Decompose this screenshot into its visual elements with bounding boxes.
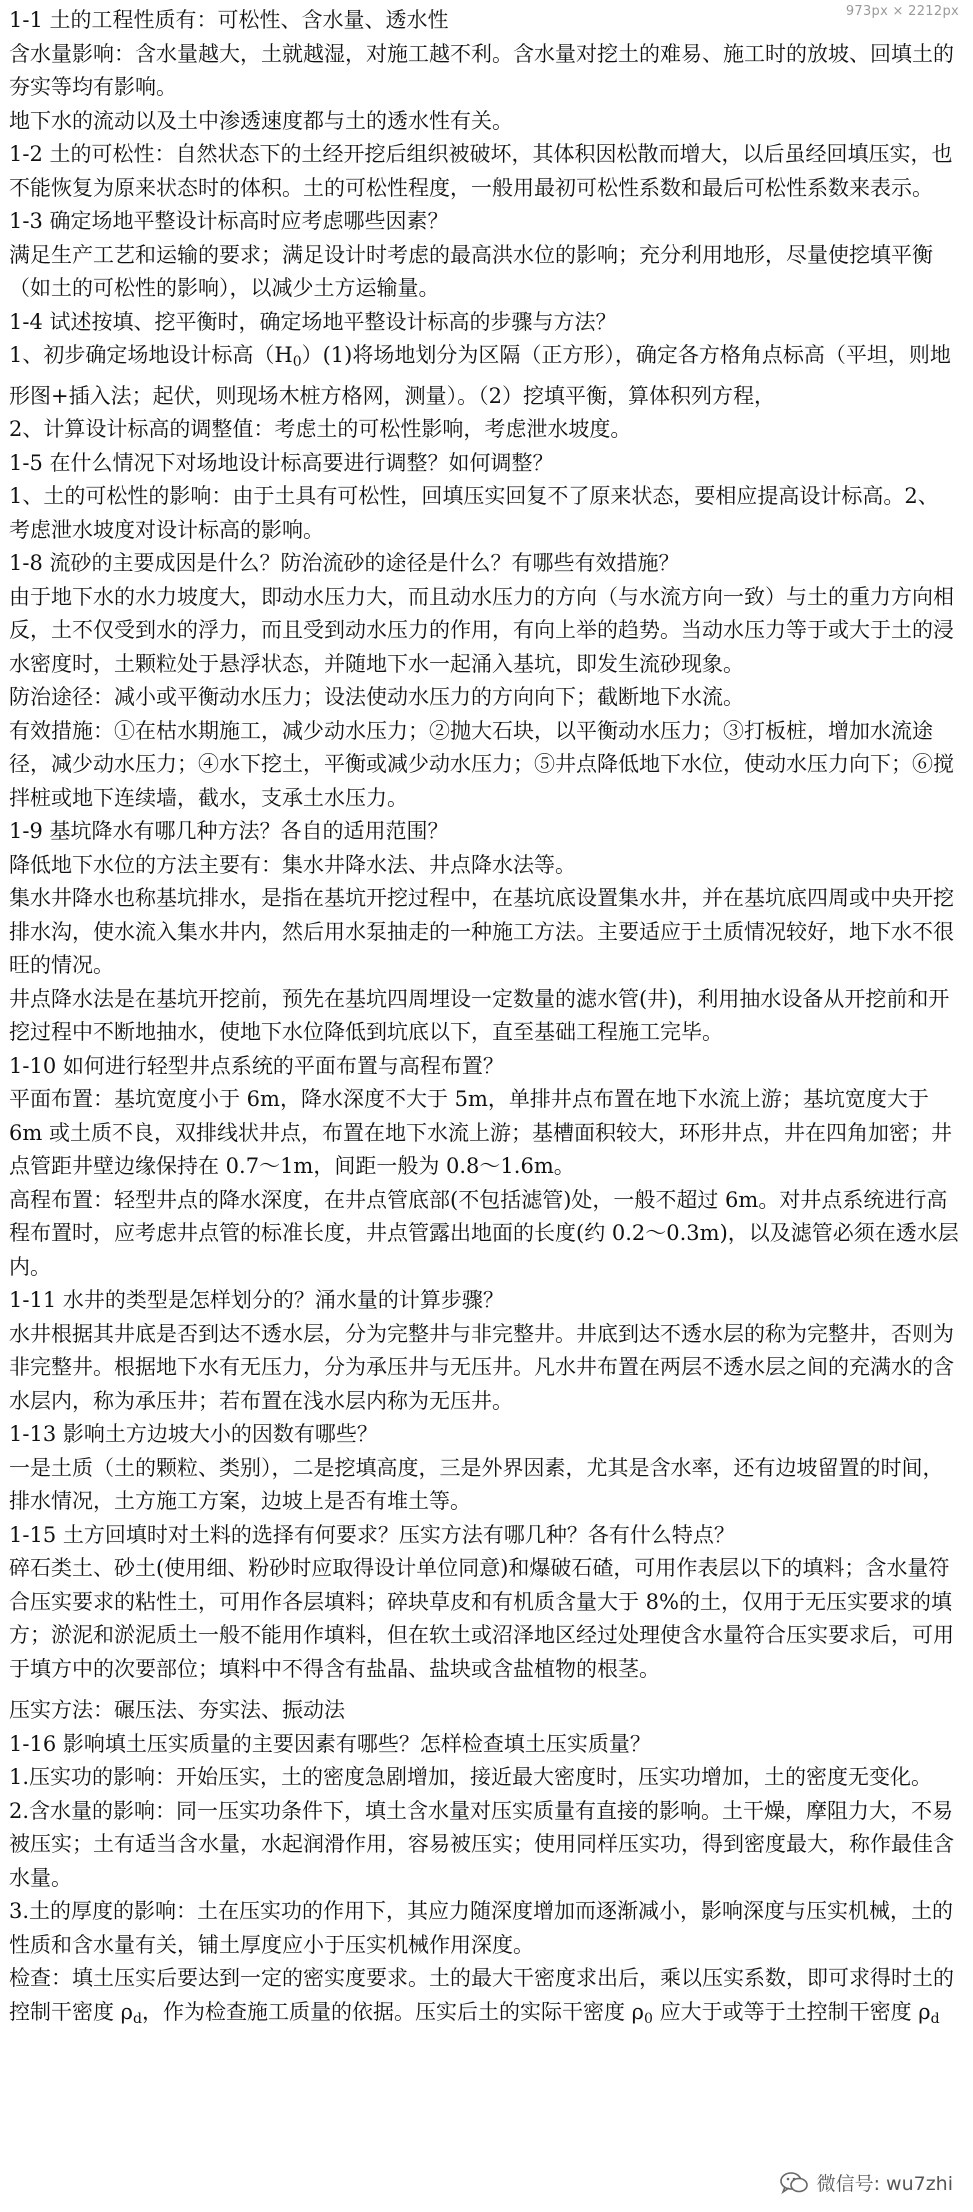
watermark-text: 微信号: wu7zhi — [816, 2173, 953, 2195]
paragraph: 由于地下水的水力坡度大，即动水压力大，而且动水压力的方向（与水流方向一致）与土的重力方向相反，土不仅受到水的浮力，而且受到动水压力的作用，有向上举的趋势。当动水压力等于或大于土的浸水密度时，土颗粒处于悬浮状态，并随地下水一起涌入基坑，即发生流砂现象。 — [9, 584, 954, 676]
paragraph: 一是土质（土的颗粒、类别），二是挖填高度，三是外界因素，尤其是含水率，还有边坡留置的时间，排水情况，土方施工方案，边坡上是否有堆土等。 — [9, 1455, 944, 1513]
paragraph: 压实方法：碾压法、夯实法、振动法 — [9, 1698, 345, 1722]
spacer — [9, 1686, 959, 1694]
paragraph — [9, 1962, 959, 2036]
wechat-icon — [779, 2171, 809, 2195]
subscript: 0 — [644, 2010, 653, 2027]
document-body — [9, 4, 959, 2036]
paragraph: 井点降水法是在基坑开挖前，预先在基坑四周埋设一定数量的滤水管(井)，利用抽水设备从开挖前和开挖过程中不断地抽水，使地下水位降低到坑底以下，直至基础工程施工完毕。 — [9, 986, 950, 1044]
question-1-4: 1-4 试述按填、挖平衡时，确定场地平整设计标高的步骤与方法？ — [9, 309, 617, 334]
paragraph: 有效措施：①在枯水期施工，减少动水压力；②抛大石块，以平衡动水压力；③打板桩，增加水流途径，减少动水压力；④水下挖土，平衡或减少动水压力；⑤井点降低地下水位，使动水压力向下；⑥搅拌桩或地下连续墙，截水，支承土水压力。 — [9, 718, 954, 810]
subscript: 0 — [292, 354, 302, 370]
question-1-16: 1-16 影响填土压实质量的主要因素有哪些？怎样检查填土压实质量？ — [9, 1731, 651, 1756]
paragraph: 2、计算设计标高的调整值：考虑土的可松性影响，考虑泄水坡度。 — [9, 417, 632, 441]
text-run: 1、初步确定场地设计标高（H — [9, 343, 293, 367]
question-1-8: 1-8 流砂的主要成因是什么？防治流砂的途径是什么？有哪些有效措施？ — [9, 551, 680, 575]
paragraph: 集水井降水也称基坑排水，是指在基坑开挖过程中，在基坑底设置集水井，并在基坑底四周或中央开挖排水沟，使水流入集水井内，然后用水泵抽走的一种施工方法。主要适应于土质情况较好，地下水不很旺的情况。 — [9, 886, 954, 977]
paragraph: 含水量影响：含水量越大，土就越湿，对施工越不利。含水量对挖土的难易、施工时的放坡、回填土的夯实等均有影响。 — [9, 41, 954, 99]
paragraph: 1、土的可松性的影响：由于土具有可松性，回填压实回复不了原来状态，要相应提高设计标高。2、考虑泄水坡度对设计标高的影响。 — [9, 484, 939, 542]
paragraph: 1.压实功的影响：开始压实，土的密度急剧增加，接近最大密度时，压实功增加，土的密度无变化。 — [9, 1765, 933, 1789]
question-1-15: 1-15 土方回填时对土料的选择有何要求？压实方法有哪几种？各有什么特点？ — [9, 1522, 735, 1547]
watermark — [779, 2169, 953, 2196]
paragraph: 地下水的流动以及土中渗透速度都与土的透水性有关。 — [9, 108, 513, 133]
paragraph: 平面布置：基坑宽度小于 6m，降水深度不大于 5m，单排井点布置在地下水流上游；基坑宽度大于 6m 或土质不良，双排线状井点，布置在地下水流上游；基槽面积较大，环形井点，井在四角加密；井点管距井壁边缘保持在 0.7～1m，间距一般为 0.8～1.6m。 — [9, 1087, 952, 1178]
paragraph — [9, 339, 959, 413]
paragraph: 降低地下水位的方法主要有：集水井降水法、井点降水法等。 — [9, 852, 576, 877]
paragraph: 2.含水量的影响：同一压实功条件下，填土含水量对压实质量有直接的影响。土干燥，摩阻力大，不易被压实；土有适当含水量，水起润滑作用，容易被压实；使用同样压实功，得到密度最大，称作最佳含水量。 — [9, 1798, 954, 1890]
text-run: 应大于或等于土控制干密度 ρ — [652, 1999, 931, 2024]
subscript: d — [930, 2010, 940, 2027]
subscript: d — [133, 2010, 142, 2027]
paragraph: 水井根据其井底是否到达不透水层，分为完整井与非完整井。井底到达不透水层的称为完整井，否则为非完整井。根据地下水有无压力，分为承压井与无压井。凡水井布置在两层不透水层之间的充满水的含水层内，称为承压井；若布置在浅水层内称为无压井。 — [9, 1321, 954, 1413]
question-1-1: 1-1 土的工程性质有：可松性、含水量、透水性 — [9, 8, 449, 32]
text-run: ，作为检查施工质量的依据。压实后土的实际干密度 ρ — [142, 1999, 645, 2024]
image-size-label: 973px × 2212px — [845, 4, 959, 19]
paragraph: 满足生产工艺和运输的要求；满足设计时考虑的最高洪水位的影响；充分利用地形，尽量使挖填平衡（如土的可松性的影响），以减少土方运输量。 — [9, 242, 933, 300]
paragraph: 高程布置：轻型井点的降水深度，在井点管底部(不包括滤管)处，一般不超过 6m。对井点系统进行高程布置时，应考虑井点管的标准长度，井点管露出地面的长度(约 0.2～0.3m)，以及滤管必须在透水层内。 — [9, 1187, 959, 1279]
question-1-13: 1-13 影响土方边坡大小的因数有哪些？ — [9, 1422, 378, 1446]
paragraph: 防治途径：减小或平衡动水压力；设法使动水压力的方向向下；截断地下水流。 — [9, 685, 744, 709]
question-1-3: 1-3 确定场地平整设计标高时应考虑哪些因素？ — [9, 209, 449, 233]
question-1-2: 1-2 土的可松性：自然状态下的土经开挖后组织被破坏，其体积因松散而增大，以后虽经回填压实，也不能恢复为原来状态时的体积。土的可松性程度，一般用最初可松性系数和最后可松性系数来表示。 — [9, 142, 953, 200]
text-run: 检查：填土压实后要达到一定的密实度要求。土的最大干密度求出后，乘以压实系数，即可求得时土的控制干密度 ρ — [9, 1966, 954, 2024]
question-1-10: 1-10 如何进行轻型井点系统的平面布置与高程布置？ — [9, 1053, 504, 1078]
question-1-9: 1-9 基坑降水有哪几种方法？各自的适用范围？ — [9, 819, 449, 843]
paragraph: 3.土的厚度的影响：土在压实功的作用下，其应力随深度增加而逐渐减小，影响深度与压实机械，土的性质和含水量有关，铺土厚度应小于压实机械作用深度。 — [9, 1899, 954, 1957]
question-1-5: 1-5 在什么情况下对场地设计标高要进行调整？如何调整？ — [9, 450, 554, 475]
text-run: ）(1)将场地划分为区隔（正方形），确定各方格角点标高（平坦，则地形图+插入法；起伏，则现场木桩方格网，测量）。（2）挖填平衡，算体积列方程， — [9, 343, 951, 408]
question-1-11: 1-11 水井的类型是怎样划分的？涌水量的计算步骤？ — [9, 1288, 504, 1312]
paragraph: 碎石类土、砂土(使用细、粉砂时应取得设计单位同意)和爆破石碴，可用作表层以下的填料；含水量符合压实要求的粘性土，可用作各层填料；碎块草皮和有机质含量大于 8%的土，仅用于无压实要求的填方；淤泥和淤泥质土一般不能用作填料，但在软土或沼泽地区经过处理使含水量符合压实要求后，可用于填方中的次要部位；填料中不得含有盐晶、盐块或含盐植物的根茎。 — [9, 1556, 954, 1681]
